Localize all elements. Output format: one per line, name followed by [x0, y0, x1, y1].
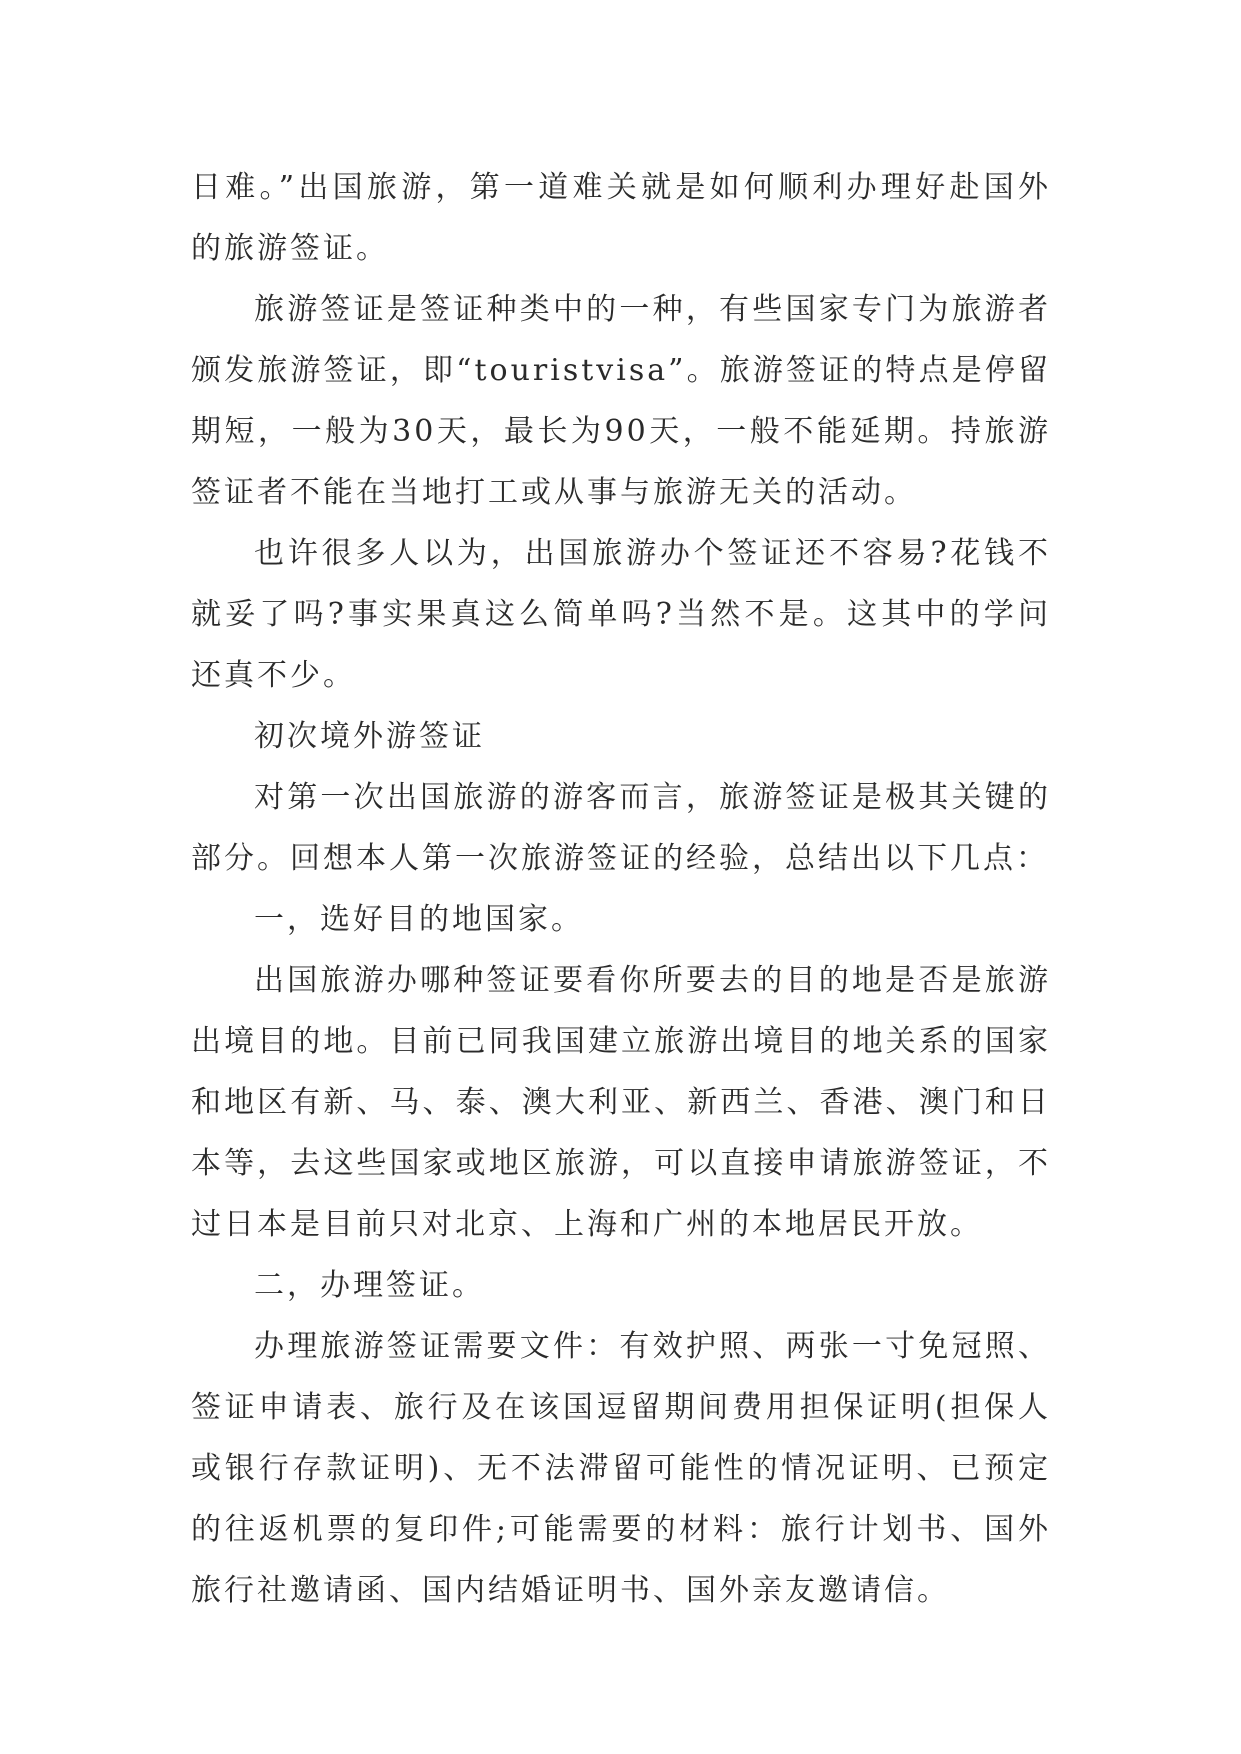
paragraph-2: 旅游签证是签证种类中的一种，有些国家专门为旅游者颁发旅游签证，即“touristvisa”。旅游签证的特点是停留期短，一般为30天，最长为90天，一般不能延期。持旅游签证者不能在当地打工或从事与旅游无关的活动。	[191, 292, 1051, 510]
paragraph-3: 也许很多人以为，出国旅游办个签证还不容易?花钱不就妥了吗?事实果真这么简单吗?当然不是。这其中的学问还真不少。	[191, 536, 1051, 693]
paragraph-9: 办理旅游签证需要文件：有效护照、两张一寸免冠照、签证申请表、旅行及在该国逗留期间费用担保证明(担保人或银行存款证明)、无不法滞留可能性的情况证明、已预定的往返机票的复印件;可能需要的材料：旅行计划书、国外旅行社邀请函、国内结婚证明书、国外亲友邀请信。	[191, 1329, 1051, 1608]
document-body	[191, 157, 1051, 1621]
step-2-heading: 二，办理签证。	[254, 1268, 485, 1303]
step-1-heading: 一，选好目的地国家。	[254, 902, 584, 937]
section-heading-first-visa: 初次境外游签证	[254, 719, 485, 754]
paragraph-5: 对第一次出国旅游的游客而言，旅游签证是极其关键的部分。回想本人第一次旅游签证的经验，总结出以下几点：	[191, 780, 1051, 876]
paragraph-1: 日难。”出国旅游，第一道难关就是如何顺利办理好赴国外的旅游签证。	[191, 170, 1051, 266]
paragraph-7: 出国旅游办哪种签证要看你所要去的目的地是否是旅游出境目的地。目前已同我国建立旅游出境目的地关系的国家和地区有新、马、泰、澳大利亚、新西兰、香港、澳门和日本等，去这些国家或地区旅游，可以直接申请旅游签证，不过日本是目前只对北京、上海和广州的本地居民开放。	[191, 963, 1051, 1242]
